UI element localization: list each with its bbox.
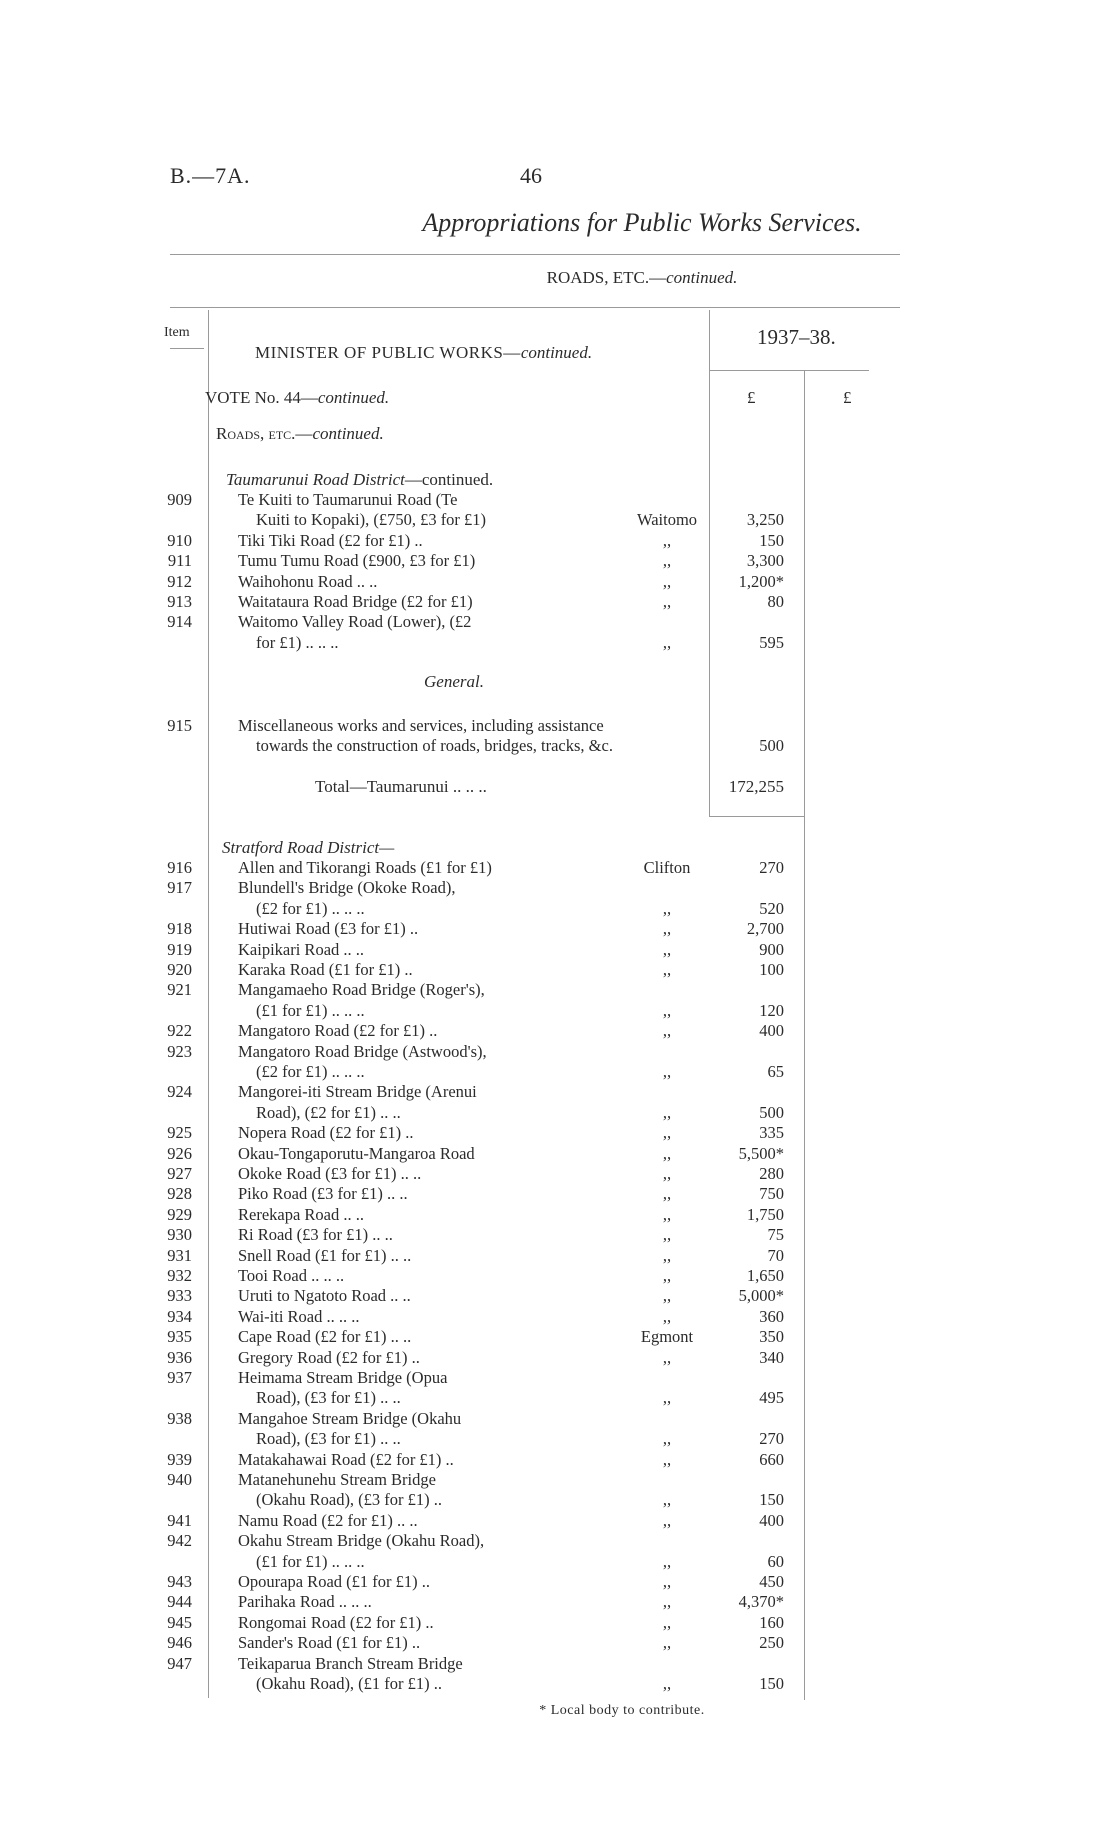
item-description: Matanehunehu Stream Bridge xyxy=(238,1470,436,1489)
item-description: Te Kuiti to Taumarunui Road (Te xyxy=(238,490,458,509)
county-name: Egmont xyxy=(640,1327,694,1347)
item-amount: 3,300 xyxy=(746,551,784,571)
item-number: 921 xyxy=(167,980,192,1000)
item-number: 914 xyxy=(167,612,192,632)
item-number: 944 xyxy=(167,1592,192,1612)
item-amount: 340 xyxy=(759,1347,784,1367)
item-description: Miscellaneous works and services, including assistance xyxy=(238,716,604,735)
item-number: 927 xyxy=(167,1164,192,1183)
item-amount: 65 xyxy=(767,1062,784,1081)
county-name: ,, xyxy=(662,1572,672,1591)
item-amount: 70 xyxy=(767,1245,784,1265)
item-number: 925 xyxy=(167,1123,192,1143)
item-amount: 280 xyxy=(759,1164,784,1183)
item-description: Road), (£2 for £1) .. .. xyxy=(256,1102,401,1122)
item-number: 923 xyxy=(167,1041,192,1061)
item-description: Okau-Tongaporutu-Mangaroa Road xyxy=(238,1143,475,1163)
county-name: ,, xyxy=(662,1429,672,1449)
taumarunui-district-heading: Taumarunui Road District—continued. xyxy=(226,470,494,489)
item-number: 917 xyxy=(167,878,192,898)
item-number: 918 xyxy=(167,919,192,939)
item-amount: 5,000* xyxy=(738,1286,784,1306)
item-amount: 400 xyxy=(759,1021,784,1041)
page-number: 46 xyxy=(520,163,542,188)
total-amount: 172,255 xyxy=(728,777,784,796)
item-amount: 4,370* xyxy=(738,1592,784,1612)
item-description: Piko Road (£3 for £1) .. .. xyxy=(238,1184,408,1204)
year-underline xyxy=(709,370,869,371)
item-number: 910 xyxy=(167,530,192,550)
item-number: 939 xyxy=(167,1449,192,1469)
county-name: ,, xyxy=(662,1184,672,1204)
item-amount: 520 xyxy=(759,898,784,918)
item-number: 937 xyxy=(167,1368,192,1387)
total-rule-top xyxy=(709,816,804,817)
item-number: 909 xyxy=(167,490,192,509)
item-description: Waihohonu Road .. .. xyxy=(238,571,378,591)
item-number: 933 xyxy=(167,1286,192,1306)
item-description: Gregory Road (£2 for £1) .. xyxy=(238,1347,420,1367)
item-description: Tooi Road .. .. .. xyxy=(238,1266,345,1285)
county-name: ,, xyxy=(662,1021,672,1041)
item-amount: 120 xyxy=(759,1000,784,1020)
amount-column-rule xyxy=(804,370,805,1700)
item-amount: 1,750 xyxy=(746,1204,784,1224)
item-amount: 750 xyxy=(759,1184,784,1204)
item-amount: 495 xyxy=(759,1388,784,1408)
item-description: Snell Road (£1 for £1) .. .. xyxy=(238,1245,412,1265)
item-amount: 75 xyxy=(767,1225,784,1245)
county-name: ,, xyxy=(662,1143,672,1163)
item-description: Mangamaeho Road Bridge (Roger's), xyxy=(238,980,485,1000)
item-number: 916 xyxy=(167,858,192,877)
county-name: ,, xyxy=(662,898,672,918)
county-name: ,, xyxy=(662,1633,672,1653)
county-name: ,, xyxy=(662,1592,672,1612)
item-number: 913 xyxy=(167,592,192,611)
county-name: Waitomo xyxy=(636,510,698,530)
county-name: ,, xyxy=(662,1102,672,1122)
item-description: Tiki Tiki Road (£2 for £1) .. xyxy=(238,530,423,550)
item-amount: 270 xyxy=(759,858,784,877)
county-name: ,, xyxy=(662,1490,672,1510)
item-description: Teikaparua Branch Stream Bridge xyxy=(238,1653,463,1673)
item-number: 936 xyxy=(167,1347,192,1367)
item-amount: 150 xyxy=(759,1490,784,1510)
county-name: ,, xyxy=(662,1306,672,1326)
item-description: Road), (£3 for £1) .. .. xyxy=(256,1429,401,1449)
item-description: Cape Road (£2 for £1) .. .. xyxy=(238,1327,412,1347)
item-number: 931 xyxy=(167,1245,192,1265)
item-amount: 80 xyxy=(767,592,784,611)
item-number: 926 xyxy=(167,1143,192,1163)
item-amount: 1,200* xyxy=(738,571,784,591)
item-description: for £1) .. .. .. xyxy=(256,632,339,652)
item-amount: 5,500* xyxy=(738,1143,784,1163)
item-description: Kuiti to Kopaki), (£750, £3 for £1) xyxy=(256,510,487,530)
item-amount: 500 xyxy=(759,1102,784,1122)
item-column-header: Item xyxy=(164,325,190,340)
item-description: Okoke Road (£3 for £1) .. .. xyxy=(238,1164,422,1183)
item-description: Waitomo Valley Road (Lower), (£2 xyxy=(238,612,472,632)
item-number: 924 xyxy=(167,1082,192,1102)
item-number: 943 xyxy=(167,1572,192,1591)
item-description: Heimama Stream Bridge (Opua xyxy=(238,1368,448,1387)
document-code: B.—7A. xyxy=(170,163,251,188)
item-amount: 500 xyxy=(759,736,784,755)
county-name: Clifton xyxy=(643,858,691,877)
county-name: ,, xyxy=(662,1551,672,1571)
county-name: ,, xyxy=(662,1225,672,1245)
item-amount: 3,250 xyxy=(746,510,784,530)
county-name: ,, xyxy=(662,530,672,550)
item-number: 940 xyxy=(167,1470,192,1489)
item-description: Mangorei-iti Stream Bridge (Arenui xyxy=(238,1082,477,1102)
item-description: (£1 for £1) .. .. .. xyxy=(256,1551,365,1571)
county-name: ,, xyxy=(662,1245,672,1265)
county-name: ,, xyxy=(662,1000,672,1020)
pound-sign-right: £ xyxy=(843,388,852,407)
county-name: ,, xyxy=(662,592,672,611)
general-heading: General. xyxy=(424,672,484,691)
item-description: Parihaka Road .. .. .. xyxy=(238,1592,372,1612)
county-name: ,, xyxy=(662,1062,672,1081)
item-description: Mangahoe Stream Bridge (Okahu xyxy=(238,1408,462,1428)
item-number: 938 xyxy=(167,1408,192,1428)
minister-heading: MINISTER OF PUBLIC WORKS—continued. xyxy=(255,343,593,362)
item-number: 919 xyxy=(167,939,192,959)
county-name: ,, xyxy=(662,1449,672,1469)
item-amount: 2,700 xyxy=(746,919,784,939)
county-name: ,, xyxy=(662,939,672,959)
county-name: ,, xyxy=(662,1510,672,1530)
item-description: Karaka Road (£1 for £1) .. xyxy=(238,960,413,979)
county-name: ,, xyxy=(662,960,672,979)
item-description: Uruti to Ngatoto Road .. .. xyxy=(238,1286,411,1306)
item-number: 941 xyxy=(167,1510,192,1530)
title-rule xyxy=(170,254,900,255)
item-amount: 660 xyxy=(759,1449,784,1469)
item-description: Ri Road (£3 for £1) .. .. xyxy=(238,1225,393,1245)
item-amount: 595 xyxy=(759,632,784,652)
item-number: 945 xyxy=(167,1612,192,1632)
item-description: Rongomai Road (£2 for £1) .. xyxy=(238,1612,434,1632)
footnote: * Local body to contribute. xyxy=(539,1703,705,1718)
county-name: ,, xyxy=(662,1347,672,1367)
county-name: ,, xyxy=(662,1164,672,1183)
item-description: Waitataura Road Bridge (£2 for £1) xyxy=(238,592,473,611)
item-description: Mangatoro Road (£2 for £1) .. xyxy=(238,1021,438,1041)
item-amount: 450 xyxy=(759,1572,784,1591)
item-description: Opourapa Road (£1 for £1) .. xyxy=(238,1572,430,1591)
item-number: 928 xyxy=(167,1184,192,1204)
item-number: 932 xyxy=(167,1266,192,1285)
county-name: ,, xyxy=(662,1388,672,1408)
item-description: (£1 for £1) .. .. .. xyxy=(256,1000,365,1020)
item-description: Matakahawai Road (£2 for £1) .. xyxy=(238,1449,454,1469)
item-description: Okahu Stream Bridge (Okahu Road), xyxy=(238,1531,485,1551)
item-description: (£2 for £1) .. .. .. xyxy=(256,1062,365,1081)
item-number: 922 xyxy=(167,1021,192,1041)
item-number: 929 xyxy=(167,1204,192,1224)
item-description: Hutiwai Road (£3 for £1) .. xyxy=(238,919,419,939)
header-rule xyxy=(170,307,900,308)
item-description: (Okahu Road), (£1 for £1) .. xyxy=(256,1674,443,1693)
item-amount: 360 xyxy=(759,1306,784,1326)
item-column-rule xyxy=(208,310,209,1698)
roads-heading: Roads, etc.—continued. xyxy=(216,424,384,443)
item-number: 942 xyxy=(167,1531,192,1551)
page-title: Appropriations for Public Works Services. xyxy=(422,208,862,237)
item-amount: 250 xyxy=(759,1633,784,1653)
item-description: Road), (£3 for £1) .. .. xyxy=(256,1388,401,1408)
item-number: 911 xyxy=(167,551,192,571)
county-name: ,, xyxy=(662,1286,672,1306)
item-number: 912 xyxy=(167,571,192,591)
county-name: ,, xyxy=(662,571,672,591)
item-amount: 335 xyxy=(759,1123,784,1143)
item-amount: 100 xyxy=(759,960,784,979)
item-description: (£2 for £1) .. .. .. xyxy=(256,898,365,918)
item-number: 915 xyxy=(167,716,192,735)
item-description: Sander's Road (£1 for £1) .. xyxy=(238,1633,421,1653)
item-description: Kaipikari Road .. .. xyxy=(238,939,365,959)
item-description: Tumu Tumu Road (£900, £3 for £1) xyxy=(238,551,476,571)
item-number: 920 xyxy=(167,960,192,979)
county-name: ,, xyxy=(662,551,672,571)
item-amount: 900 xyxy=(759,939,784,959)
item-amount: 160 xyxy=(759,1612,784,1632)
county-name: ,, xyxy=(662,919,672,939)
item-amount: 350 xyxy=(759,1327,784,1347)
county-name: ,, xyxy=(662,1612,672,1632)
item-amount: 150 xyxy=(759,1674,784,1693)
item-amount: 1,650 xyxy=(746,1266,784,1285)
item-amount: 400 xyxy=(759,1510,784,1530)
item-description: Allen and Tikorangi Roads (£1 for £1) xyxy=(238,858,492,877)
total-label: Total—Taumarunui .. .. .. xyxy=(315,777,487,796)
item-description: Rerekapa Road .. .. xyxy=(238,1204,364,1224)
item-description: towards the construction of roads, bridges, tracks, &c. xyxy=(256,736,613,755)
item-amount: 60 xyxy=(767,1551,784,1571)
section-subtitle: ROADS, ETC.—continued. xyxy=(546,268,738,287)
county-name: ,, xyxy=(662,1266,672,1285)
item-description: Mangatoro Road Bridge (Astwood's), xyxy=(238,1041,487,1061)
item-description: Namu Road (£2 for £1) .. .. xyxy=(238,1510,418,1530)
year-column-header: 1937–38. xyxy=(757,325,836,349)
item-number: 946 xyxy=(167,1633,192,1653)
county-name: ,, xyxy=(662,632,672,652)
item-number: 934 xyxy=(167,1306,192,1326)
item-number: 930 xyxy=(167,1225,192,1245)
county-name: ,, xyxy=(662,1674,672,1693)
pound-sign-left: £ xyxy=(747,388,756,407)
item-underline xyxy=(170,348,204,349)
item-description: Nopera Road (£2 for £1) .. xyxy=(238,1123,414,1143)
vote-heading: VOTE No. 44—continued. xyxy=(205,388,390,407)
item-amount: 150 xyxy=(759,530,784,550)
item-description: Blundell's Bridge (Okoke Road), xyxy=(238,878,456,898)
county-name: ,, xyxy=(662,1123,672,1143)
stratford-district-heading: Stratford Road District— xyxy=(222,838,395,857)
county-name: ,, xyxy=(662,1204,672,1224)
item-description: Wai-iti Road .. .. .. xyxy=(238,1306,360,1326)
item-number: 935 xyxy=(167,1327,192,1347)
item-description: (Okahu Road), (£3 for £1) .. xyxy=(256,1490,443,1510)
item-number: 947 xyxy=(167,1653,192,1673)
item-amount: 270 xyxy=(759,1429,784,1449)
